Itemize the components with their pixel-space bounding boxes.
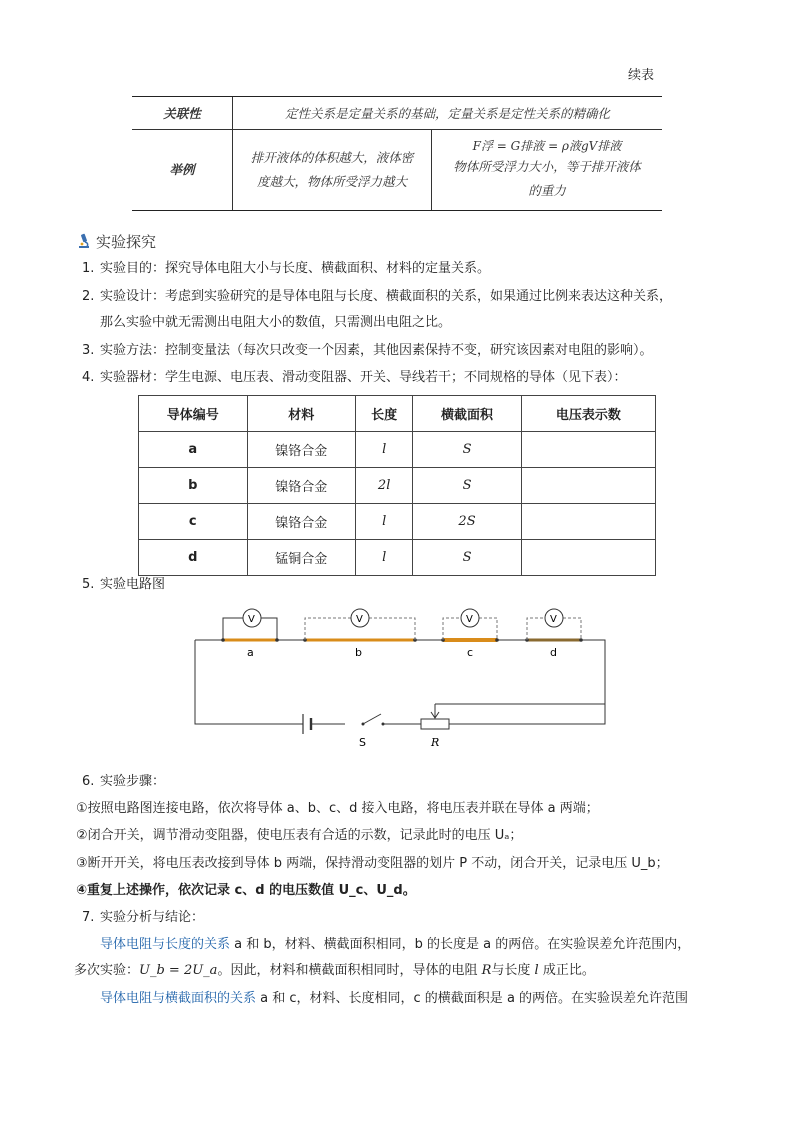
table-row: d 锰铜合金 l S xyxy=(139,540,656,576)
voltage-formula: U_b = 2U_a xyxy=(139,963,218,978)
conclusion-paragraph-1: 导体电阻与长度的关系 a 和 b，材料、横截面积相同，b 的长度是 a 的两倍。在实验误差允许范围内， xyxy=(100,937,691,952)
header-voltage: 电压表示数 xyxy=(521,396,655,432)
list-item: 2. 实验设计：考虑到实验研究的是导体电阻与长度、横截面积的关系，如果通过比例来表达这种关系， xyxy=(82,289,673,304)
qualitative-example xyxy=(233,130,432,211)
qualitative-line: 排开液体的体积越大，液体密 xyxy=(250,150,414,165)
conclusion-paragraph-2: 导体电阻与横截面积的关系 a 和 c，材料、长度相同，c 的横截面积是 a 的两倍。在实验误差允许范围 xyxy=(100,991,689,1006)
step-1: ①按照电路图连接电路，依次将导体 a、b、c、d 接入电路，将电压表并联在导体 a 两端； xyxy=(76,801,599,816)
conductor-a xyxy=(221,609,279,659)
comparison-table xyxy=(132,96,662,211)
table-row: a 镍铬合金 l S xyxy=(139,432,656,468)
quantitative-line: 的重力 xyxy=(528,183,566,198)
conductor-c xyxy=(441,609,499,659)
section-title-text: 实验探究 xyxy=(96,233,157,251)
list-item: 3. 实验方法：控制变量法（每次只改变一个因素，其他因素保持不变，研究该因素对电阻的影响）。 xyxy=(82,343,653,358)
table-row xyxy=(132,97,662,130)
conductor-label-c: c xyxy=(467,646,474,659)
list-item: 1. 实验目的：探究导体电阻大小与长度、横截面积、材料的定量关系。 xyxy=(82,261,491,276)
conclusion-paragraph-1-line2: 多次实验：U_b = 2U_a。因此，材料和横截面积相同时，导体的电阻 R与长度 l 成正比。 xyxy=(74,963,595,978)
conductor-label-d: d xyxy=(550,646,557,659)
qualitative-line: 度越大，物体所受浮力越大 xyxy=(256,174,407,189)
rheostat-icon xyxy=(421,704,605,729)
section-title xyxy=(76,231,156,252)
rheostat-label: R xyxy=(431,736,440,749)
voltmeter-label: V xyxy=(356,614,363,625)
microscope-icon xyxy=(76,233,92,249)
header-id: 导体编号 xyxy=(139,396,248,432)
conductor-b xyxy=(303,609,417,659)
voltmeter-label: V xyxy=(466,614,473,625)
list-item: 6. 实验步骤： xyxy=(82,774,166,789)
step-3: ③断开开关，将电压表改接到导体 b 两端，保持滑动变阻器的划片 P 不动，闭合开关，记录电压 U_b； xyxy=(76,856,669,871)
quantitative-line: 物体所受浮力大小，等于排开液体 xyxy=(453,159,641,174)
row-label-relation: 关联性 xyxy=(132,97,233,130)
relation-text: 定性关系是定量关系的基础，定量关系是定性关系的精确化 xyxy=(233,97,663,130)
header-length: 长度 xyxy=(356,396,413,432)
list-item-continued: 那么实验中就无需测出电阻大小的数值，只需测出电阻之比。 xyxy=(100,315,452,330)
continued-label: 续表 xyxy=(628,68,655,83)
switch-label: S xyxy=(359,736,366,749)
conclusion-heading: 导体电阻与长度的关系 xyxy=(100,937,231,952)
step-4: ④重复上述操作，依次记录 c、d 的电压数值 U_c、U_d。 xyxy=(76,883,416,898)
list-item: 7. 实验分析与结论： xyxy=(82,910,205,925)
list-item: 5. 实验电路图 xyxy=(82,577,166,592)
conductor-label-b: b xyxy=(355,646,362,659)
table-header-row xyxy=(139,396,656,432)
row-label-example: 举例 xyxy=(132,130,233,211)
conclusion-heading: 导体电阻与横截面积的关系 xyxy=(100,991,257,1006)
header-area: 横截面积 xyxy=(413,396,522,432)
header-material: 材料 xyxy=(247,396,356,432)
step-2: ②闭合开关，调节滑动变阻器，使电压表有合适的示数，记录此时的电压 Uₐ； xyxy=(76,828,523,843)
table-row xyxy=(132,130,662,211)
conductor-label-a: a xyxy=(247,646,254,659)
buoyancy-formula: F浮 = G排液 = ρ液gV排液 xyxy=(472,139,622,153)
battery-icon xyxy=(303,714,311,734)
voltmeter-label: V xyxy=(550,614,557,625)
conductor-table xyxy=(138,395,656,576)
table-row: c 镍铬合金 l 2S xyxy=(139,504,656,540)
list-item: 4. 实验器材：学生电源、电压表、滑动变阻器、开关、导线若干；不同规格的导体（见下表）： xyxy=(82,370,627,385)
circuit-diagram xyxy=(185,598,615,753)
voltmeter-label: V xyxy=(248,614,255,625)
conductor-d xyxy=(525,609,583,659)
table-row: b 镍铬合金 2l S xyxy=(139,468,656,504)
quantitative-example xyxy=(432,130,663,211)
